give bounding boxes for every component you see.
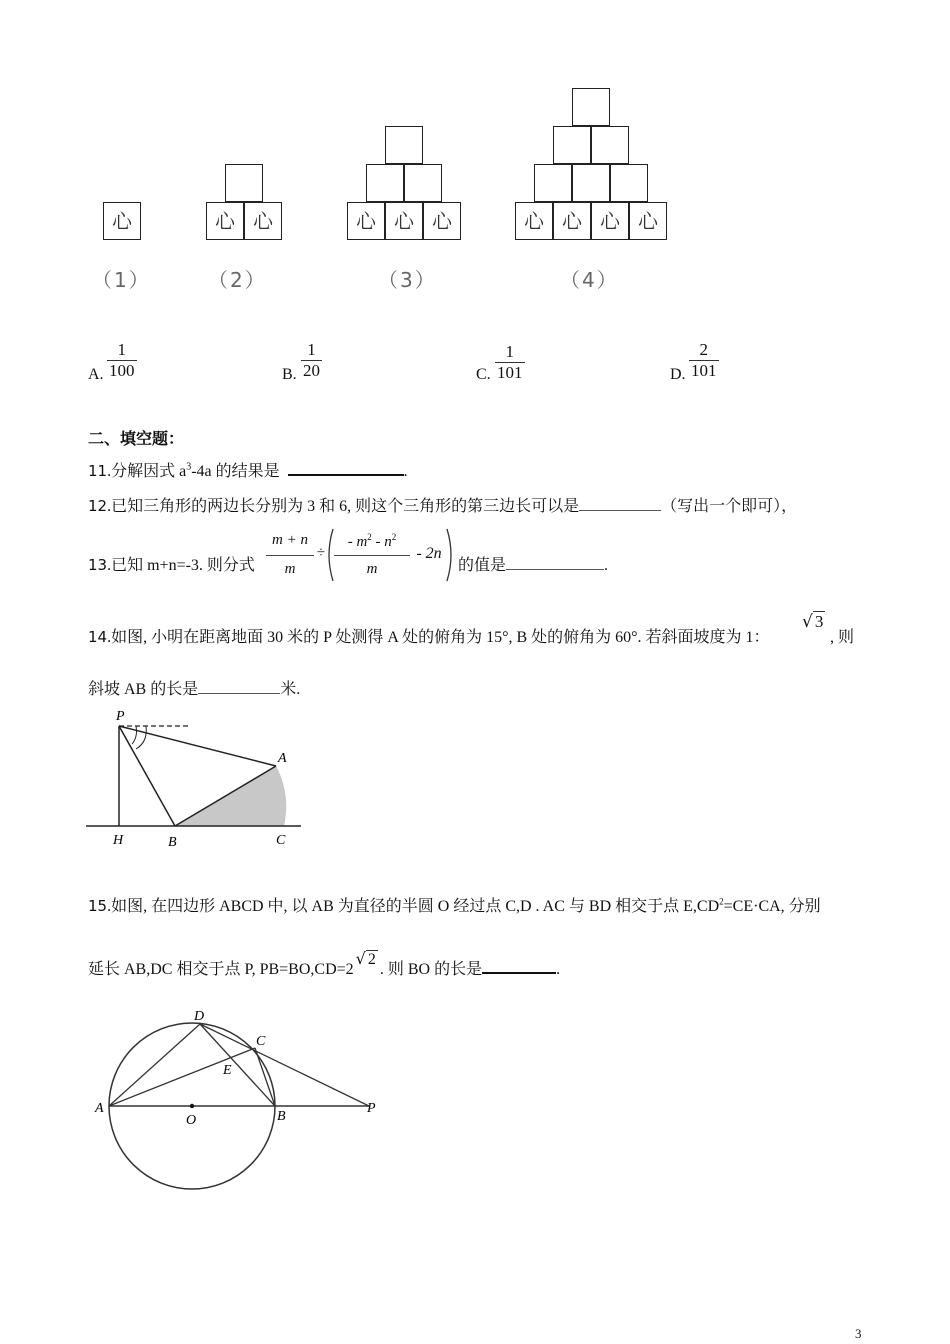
- answer-blank[interactable]: [579, 496, 661, 511]
- pattern-cell: 心: [515, 202, 553, 240]
- pattern-cell-empty: [366, 164, 404, 202]
- pattern-cell-empty: [404, 164, 442, 202]
- pattern-cell-empty: [610, 164, 648, 202]
- pattern-cell-empty: [225, 164, 263, 202]
- numerator: 1: [307, 340, 316, 359]
- question-14-line-1-end: , 则: [830, 629, 855, 646]
- question-13: [88, 552, 255, 575]
- question-text: .已知 m+n=-3. 则分式: [107, 557, 255, 574]
- answer-blank[interactable]: [482, 958, 556, 974]
- right-paren-icon: [444, 527, 456, 583]
- answer-blank[interactable]: [506, 555, 604, 570]
- point-label-o: O: [186, 1113, 197, 1128]
- point-label-e: E: [223, 1063, 232, 1078]
- point-label-a: A: [278, 751, 287, 766]
- option-b-letter: B.: [282, 366, 297, 383]
- question-14-line-2: [88, 676, 300, 699]
- period: .: [403, 463, 408, 480]
- point-label-d: D: [194, 1009, 205, 1024]
- question-text-end: 米.: [280, 681, 301, 698]
- numerator: 1: [117, 340, 126, 359]
- option-a-letter: A.: [88, 366, 104, 383]
- point-label-c: C: [256, 1034, 266, 1049]
- pattern-cell: 心: [103, 202, 141, 240]
- pattern-cell-empty: [572, 164, 610, 202]
- question-number: 11: [88, 462, 108, 480]
- fraction-1-numerator: m + n: [272, 532, 308, 548]
- pattern-cell: 心: [629, 202, 667, 240]
- point-label-h: H: [113, 833, 124, 848]
- denominator: 101: [497, 363, 523, 382]
- fraction-bar: [334, 555, 410, 556]
- point-label-c: C: [276, 833, 286, 848]
- pattern-cell: 心: [244, 202, 282, 240]
- superscript: 2: [719, 896, 724, 907]
- question-text: 延长 AB,DC 相交于点 P, PB=BO,CD=2: [88, 961, 354, 978]
- figure-label-3: （3）: [378, 268, 437, 292]
- question-text: . 则 BO 的长是: [379, 961, 483, 978]
- pattern-cell-empty: [385, 126, 423, 164]
- point-label-b: B: [277, 1109, 286, 1124]
- superscript: 3: [186, 461, 192, 473]
- question-number: 14: [88, 628, 108, 646]
- question-12: [88, 493, 797, 516]
- option-a-fraction: [107, 340, 137, 381]
- numerator: 1: [505, 342, 514, 361]
- question-number: 12: [88, 497, 108, 515]
- denominator: 101: [691, 361, 717, 380]
- option-c-letter: C.: [476, 366, 491, 383]
- point-label-a: A: [95, 1101, 104, 1116]
- denominator: 20: [303, 361, 320, 380]
- question-text: -4a 的结果是: [191, 463, 280, 480]
- question-number: 15: [88, 897, 108, 915]
- question-15-line-2: [88, 949, 561, 979]
- pattern-cell: 心: [591, 202, 629, 240]
- numerator: 2: [699, 340, 708, 359]
- pattern-cell-empty: [534, 164, 572, 202]
- figure-label-2: （2）: [208, 268, 267, 292]
- sqrt-3: √ 3: [802, 612, 824, 632]
- option-c-fraction: [495, 342, 525, 383]
- pattern-cell-empty: [591, 126, 629, 164]
- figure-label-4: （4）: [560, 268, 619, 292]
- figure-15: [86, 1000, 386, 1200]
- denominator: 100: [109, 361, 135, 380]
- question-15-line-1: [88, 893, 821, 916]
- question-number: 13: [88, 556, 108, 574]
- question-text: =CE·CA, 分别: [723, 898, 821, 915]
- page-number: 3: [855, 1326, 862, 1341]
- question-text: .如图, 在四边形 ABCD 中, 以 AB 为直径的半圆 O 经过点 C,D . AC 与 BD 相交于点 E,CD: [107, 898, 720, 915]
- fraction-2-denominator: m: [366, 561, 378, 577]
- expression-tail: - 2n: [416, 545, 442, 562]
- pattern-cell: 心: [553, 202, 591, 240]
- point-label-p: P: [367, 1101, 376, 1116]
- pattern-cell: 心: [206, 202, 244, 240]
- period: .: [604, 557, 609, 574]
- pattern-cell-empty: [572, 88, 610, 126]
- question-text: 的值是: [458, 557, 507, 574]
- section-title: 二、填空题：: [88, 429, 185, 448]
- question-text-end: （写出一个即可），: [661, 498, 798, 515]
- question-text: .已知三角形的两边长分别为 3 和 6, 则这个三角形的第三边长可以是: [107, 498, 580, 515]
- question-13-end: [458, 552, 608, 575]
- pattern-cell-empty: [553, 126, 591, 164]
- option-d-letter: D.: [670, 366, 686, 383]
- sqrt-2: √ 2: [355, 949, 376, 968]
- question-text: .分解因式 a: [107, 463, 187, 480]
- question-text: 斜坡 AB 的长是: [88, 681, 199, 698]
- pattern-cell: 心: [385, 202, 423, 240]
- figure-14: [86, 704, 306, 854]
- fraction-2-numerator: - $m^2 - n^2$: [347, 532, 397, 550]
- answer-blank[interactable]: [198, 679, 280, 694]
- fraction-1-denominator: m: [284, 561, 296, 577]
- pattern-cell: 心: [347, 202, 385, 240]
- answer-blank[interactable]: [288, 460, 404, 476]
- option-d-fraction: [689, 340, 719, 381]
- figure-label-1: （1）: [92, 268, 151, 292]
- question-14-line-1: [88, 624, 770, 647]
- divide-sign: ÷: [316, 545, 326, 561]
- point-label-p: P: [116, 709, 125, 724]
- question-text: .如图, 小明在距离地面 30 米的 P 处测得 A 处的俯角为 15°, B 处的俯角为 60°. 若斜面坡度为 1：: [107, 629, 770, 646]
- option-b-fraction: [301, 340, 322, 381]
- question-11: [88, 458, 408, 481]
- fraction-bar: [266, 555, 314, 556]
- pattern-cell: 心: [423, 202, 461, 240]
- period: .: [556, 961, 561, 978]
- point-label-b: B: [168, 835, 177, 850]
